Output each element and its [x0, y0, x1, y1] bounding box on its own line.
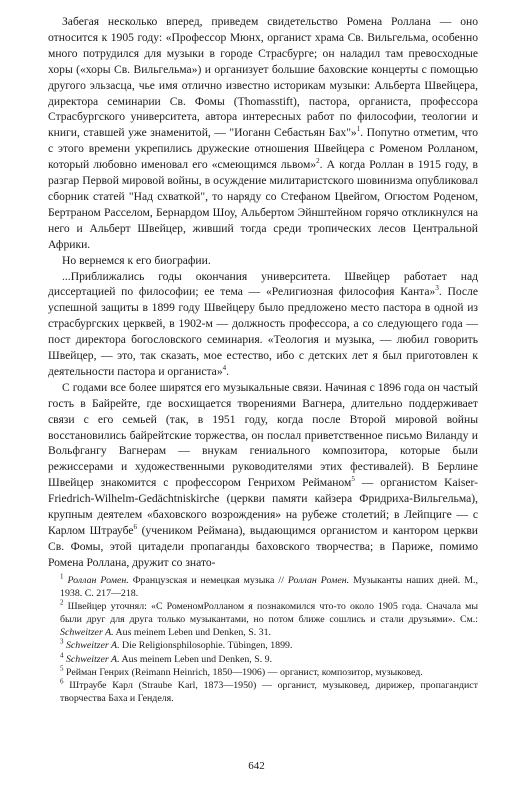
main-text [48, 14, 478, 571]
footnote [48, 574, 478, 600]
italic-author: Роллан Ромен. [67, 575, 129, 586]
footnote [48, 679, 478, 705]
paragraph [48, 380, 478, 571]
paragraph [48, 253, 478, 269]
footnote-number: 4 [60, 651, 64, 660]
text-run: Забегая несколько вперед, приведем свидетельство Ромена Роллана — оно относится к 1905 году: «Профессор Мюнх, органист храма Св. Вильгельма, особенно много потрудился для музыки в городе Страсбурге; он наладил там превосходные хоры («хоры Св. Вильгельма») и организует большие баховские концерты с помощью другого эльзасца, чье имя отлично известно историкам музыки: Альберта Швейцера, директора семинарии Св. Фомы (Thomasstift), пастора, органиста, профессора Страсбургского университета, автора интересных работ по философии, теологии и книги, ставшей уже знаменитой, — "Иоганн Себастьян Бах"» [48, 15, 478, 140]
text-run: Французская и немецкая музыка // [128, 575, 288, 586]
text-run: ...Приближались годы окончания университета. Швейцер работает над диссертацией по философии; ее тема — «Религиозная философия Канта» [48, 269, 478, 299]
footnote-number: 3 [60, 638, 64, 647]
footnote-ref: 5 [351, 475, 355, 484]
footnote-number: 5 [60, 664, 64, 673]
footnote-ref: 2 [316, 157, 320, 166]
text-run: Рейман Генрих (Reimann Heinrich, 1850—1906) — органист, композитор, музыковед. [65, 666, 423, 678]
text-run: Но вернемся к его биографии. [62, 253, 211, 267]
text-run: (учеником Реймана), выдающимся органистом и кантором церкви Св. Фомы, этой цитадели пропаганды баховского творчества; в Париже, помимо Ромена Роллана, дружит со знато- [48, 524, 478, 569]
text-run: . [226, 364, 230, 378]
page-number: 642 [248, 760, 265, 772]
footnote-number: 1 [60, 572, 64, 581]
text-run: — органистом Kaiser-Friedrich-Wilhelm-Gedächtniskirche (церкви памяти кайзера Фридриха-Вильгельма), крупным деятелем «баховского возрождения» на рубеже столетий; в Лейпциге — с Карлом Штраубе [48, 476, 478, 537]
footnote [48, 653, 478, 666]
text-run: . А когда Роллан в 1915 году, в разгар Первой мировой войны, в осуждение милитаристского шовинизма опубликовал сборник статей "Над схваткой", то наряду со Стефаном Цвейгом, Огюстом Роденом, Бертраном Расселом, Бернардом Шоу, Альбертом Эйнштейном горячо откликнулся на него и Альберт Швейцер, живший тогда среди тропических лесов Центральной Африки. [48, 158, 478, 251]
italic-author: Schweitzer A. [65, 653, 120, 665]
italic-author: Schweitzer A. [65, 640, 120, 652]
text-run: . Попутно отметим, что с этого времени укрепились дружеские отношения Швейцера с Роменом Ролланом, который любовно именовал его «смеющимся львом» [48, 126, 479, 172]
footnote-ref: 4 [222, 364, 227, 373]
italic-author: Schweitzer A. [60, 627, 114, 639]
footnote-number: 6 [60, 677, 64, 686]
footnote-ref: 1 [356, 125, 361, 134]
italic-author: Роллан Ромен. [287, 575, 350, 586]
footnote [48, 600, 478, 639]
text-run: Музыканты наших дней. М., 1938. С. 217—218. [60, 575, 478, 600]
footnote-ref: 3 [435, 284, 439, 293]
text-run: Aus meinem Leben und Denken, S. 9. [119, 653, 273, 665]
text-run: Die Religionsphilosophie. Tübingen, 1899. [119, 640, 293, 652]
text-run: Штраубе Карл (Straube Karl, 1873—1950) — органист, музыковед, дирижер, пропагандист творчества Баха и Генделя. [60, 679, 478, 704]
text-run: Aus meinem Leben und Denken, S. 31. [113, 627, 272, 639]
text-run: С годами все более ширятся его музыкальные связи. Начиная с 1896 года он частый гость в Байрейте, где восхищается творениями Вагнера, длительно поддерживает связи с его семьей (так, в 1951 году, когда после Второй мировой войны восстановились байрейтские торжества, он послал приветственное письмо Виланду и Вольфгангу Вагнерам — внукам гениального композитора, которые были режиссерами и художественными руководителями этих фестивалей). В Берлине Швейцер знакомится с профессором Генрихом Рейманом [48, 380, 478, 490]
paragraph [48, 269, 478, 380]
footnote [48, 666, 478, 679]
footnote-number: 2 [60, 598, 64, 607]
paragraph [48, 14, 478, 253]
footnote [48, 639, 478, 652]
footnotes-section [48, 574, 478, 705]
text-run: . После успешной защиты в 1899 году Швейцеру было предложено место пастора в одной из страсбургских церквей, в 1902-м — должность профессора, а со следующего года — пост директора богословского семинария. «Теология и музыка, — любил говорить Швейцер, — это, так сказать, мое естество, ибо с детских лет я был приготовлен к деятельности пастора и органиста» [48, 285, 478, 378]
footnote-ref: 6 [133, 523, 137, 532]
text-run: Швейцер уточнял: «С РоменомРолланом я познакомился что-то около 1905 года. Сначала мы были друг для друга только музыкантами, но потом ближе сошлись и стали друзьями». См.: [60, 601, 479, 626]
